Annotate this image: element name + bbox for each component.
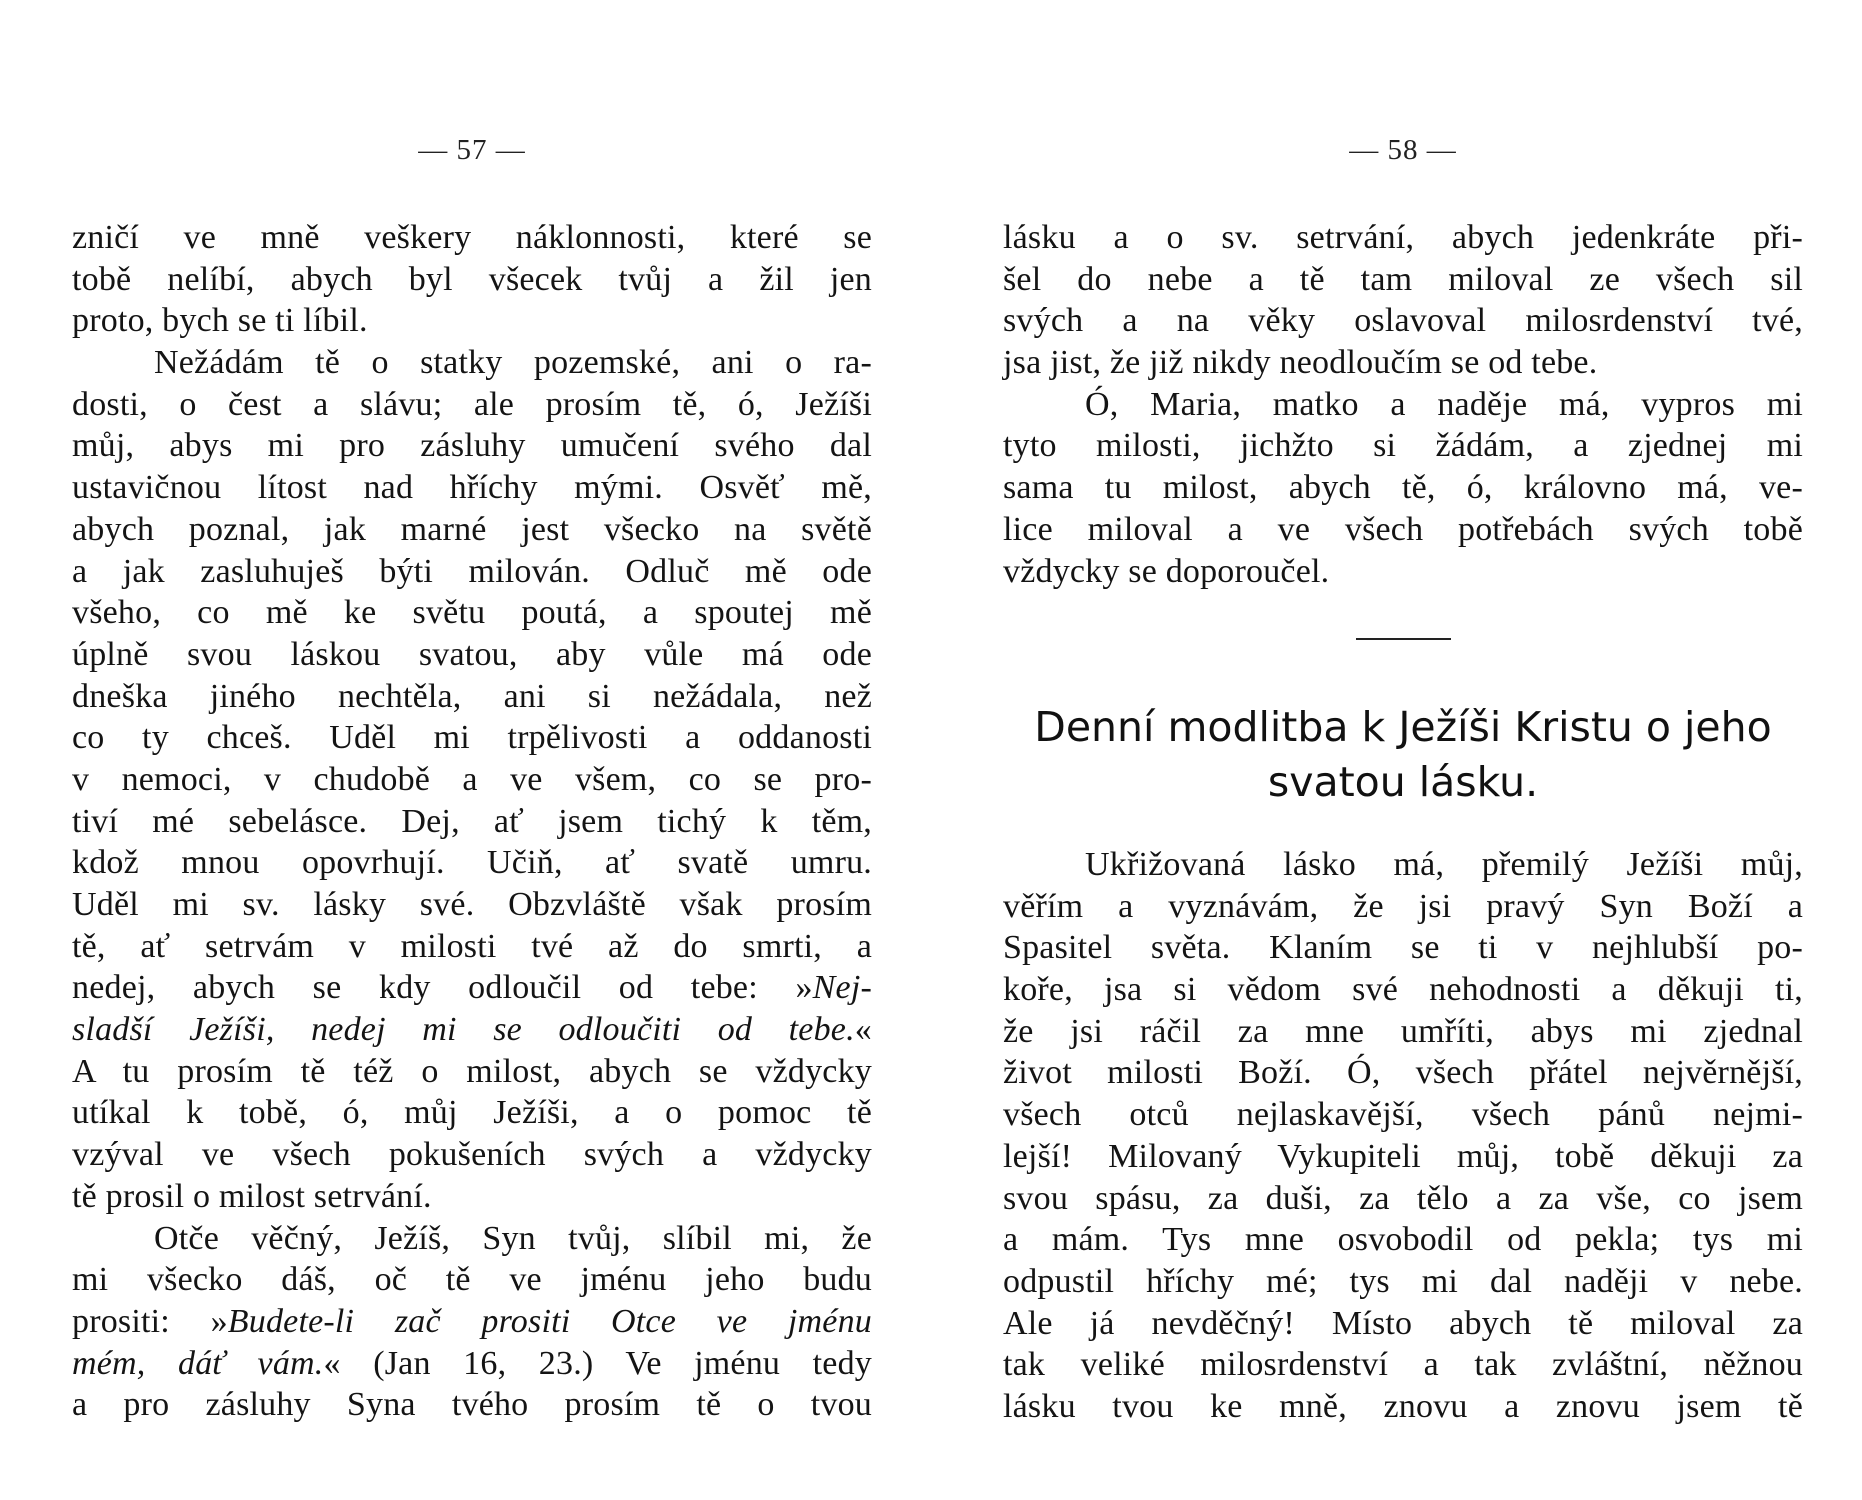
text-run: v nemoci, v chudobě a ve všem, co se pro- [72, 760, 872, 798]
text-run: abych poznal, jak marné jest všecko na světě [72, 510, 872, 548]
text-line [72, 300, 872, 342]
heading-line: svatou lásku. [1267, 758, 1539, 806]
text-run: všech otců nejlaskavější, všech pánů nejmi- [1003, 1096, 1803, 1134]
text-run: vzýval ve všech pokušeních svých a vždycky [72, 1136, 872, 1174]
text-run: co ty chceš. Uděl mi trpělivosti a oddanosti [72, 719, 872, 757]
text-line [72, 842, 872, 884]
text-line [1003, 844, 1803, 886]
text-run: zničí ve mně veškery náklonnosti, které se [72, 219, 872, 256]
text-run: úplně svou láskou svatou, aby vůle má ode [72, 635, 872, 673]
text-line [72, 1343, 872, 1385]
text-line [1003, 509, 1803, 551]
text-run: lásku tvou ke mně, znovu a znovu jsem tě [1003, 1387, 1803, 1425]
text-line [72, 551, 872, 593]
text-line [72, 676, 872, 718]
text-line [1003, 384, 1803, 426]
text-run: utíkal k tobě, ó, můj Ježíši, a o pomoc tě [72, 1094, 872, 1132]
italic-run: Budete-li zač prositi Otce ve jménu [227, 1302, 872, 1340]
text-line [72, 1176, 872, 1218]
text-line [72, 1009, 872, 1051]
heading-line: Denní modlitba k Ježíši Kristu o jeho [1034, 703, 1772, 751]
text-line [1003, 1303, 1803, 1345]
text-run: tiví mé sebelásce. Dej, ať jsem tichý k těm, [72, 802, 872, 840]
text-run: Uděl mi sv. lásky své. Obzvláště však prosím [72, 886, 872, 923]
text-line [72, 217, 872, 259]
text-line [72, 259, 872, 301]
text-run: odpustil hříchy mé; tys mi dal naději v nebe. [1003, 1262, 1803, 1300]
section-heading [1003, 700, 1803, 810]
text-run: věřím a vyznávám, že jsi pravý Syn Boží a [1003, 887, 1803, 925]
text-run: sama tu milost, abych tě, ó, královno má, ve- [1003, 469, 1803, 507]
text-line [1003, 551, 1803, 593]
text-line [1003, 1136, 1803, 1178]
text-run: « [854, 1011, 872, 1049]
text-run: mi všecko dáš, oč tě ve jménu jeho budu [72, 1261, 872, 1299]
text-run: tě prosil o milost setrvání. [72, 1177, 432, 1215]
text-run: Otče věčný, Ježíš, Syn tvůj, slíbil mi, že [154, 1219, 872, 1257]
text-run: Spasitel světa. Klaním se ti v nejhlubší po- [1003, 929, 1803, 967]
text-run: prositi: » [72, 1302, 228, 1340]
text-line [72, 717, 872, 759]
text-run: Ó, Maria, matko a naděje má, vypros mi [1085, 385, 1803, 423]
page-number: — 57 — [418, 134, 526, 166]
right-page-text-body [1003, 844, 1803, 1428]
text-run: a pro zásluhy Syna tvého prosím tě o tvou [72, 1386, 872, 1424]
text-run: a jak zasluhuješ býti milován. Odluč mě ode [72, 552, 872, 590]
text-run: dneška jiného nechtěla, ani si nežádala, než [72, 677, 872, 715]
italic-run: sladší Ježíši, nedej mi se odloučiti od tebe. [72, 1011, 855, 1049]
text-line [1003, 1011, 1803, 1053]
text-run: lejší! Milovaný Vykupiteli můj, tobě děkuji za [1003, 1137, 1803, 1175]
text-run: proto, bych se ti líbil. [72, 302, 368, 340]
text-line [72, 926, 872, 968]
text-run: všeho, co mě ke světu poutá, a spoutej mě [72, 594, 872, 632]
text-run: tobě nelíbí, abych byl všecek tvůj a žil jen [72, 260, 872, 298]
text-line [1003, 886, 1803, 928]
text-line [1003, 1052, 1803, 1094]
text-run: A tu prosím tě též o milost, abych se vždycky [72, 1052, 872, 1090]
text-line [72, 425, 872, 467]
text-run: ustavičnou lítost nad hříchy mými. Osvěť mě, [72, 469, 872, 507]
text-line [1003, 1094, 1803, 1136]
left-page-text [72, 217, 872, 1426]
text-run: kdož mnou opovrhují. Učiň, ať svatě umru. [72, 844, 872, 882]
text-line [72, 1259, 872, 1301]
text-line [1003, 1344, 1803, 1386]
section-divider [1356, 638, 1451, 640]
text-line [72, 884, 872, 926]
text-line [72, 1218, 872, 1260]
text-line [1003, 1219, 1803, 1261]
text-run: koře, jsa si vědom své nehodnosti a děkuji ti, [1003, 971, 1803, 1009]
text-run: lice miloval a ve všech potřebách svých tobě [1003, 510, 1803, 548]
text-run: svou spásu, za duši, za tělo a za vše, co jsem [1003, 1179, 1803, 1217]
text-line [72, 592, 872, 634]
text-line [1003, 425, 1803, 467]
text-run: Ukřižovaná lásko má, přemilý Ježíši můj, [1085, 846, 1803, 883]
text-line [1003, 1178, 1803, 1220]
text-run: svých a na věky oslavoval milosrdenství tvé, [1003, 302, 1803, 340]
text-line [1003, 342, 1803, 384]
text-run: Nežádám tě o statky pozemské, ani o ra- [154, 344, 872, 382]
text-run: můj, abys mi pro zásluhy umučení svého dal [72, 427, 872, 465]
text-run: nedej, abych se kdy odloučil od tebe: » [72, 969, 813, 1007]
text-run: šel do nebe a tě tam miloval ze všech sil [1003, 260, 1803, 298]
text-run: a mám. Tys mne osvobodil od pekla; tys mi [1003, 1221, 1803, 1259]
italic-run: mém, dáť vám. [72, 1344, 324, 1382]
text-line [1003, 1386, 1803, 1428]
text-line [72, 509, 872, 551]
text-line [1003, 300, 1803, 342]
right-page-text-top [1003, 217, 1803, 592]
text-line [72, 384, 872, 426]
text-line [72, 759, 872, 801]
text-run: tě, ať setrvám v milosti tvé až do smrti, a [72, 927, 872, 965]
text-line [1003, 217, 1803, 259]
text-run: Ale já nevděčný! Místo abych tě miloval za [1003, 1304, 1803, 1342]
text-run: že jsi ráčil za mne umříti, abys mi zjednal [1003, 1012, 1803, 1050]
text-run: život milosti Boží. Ó, všech přátel nejvěrnější, [1003, 1054, 1803, 1092]
text-line [72, 1092, 872, 1134]
text-line [1003, 1261, 1803, 1303]
text-run: tak veliké milosrdenství a tak zvláštní, něžnou [1003, 1346, 1803, 1384]
page-number: — 58 — [1349, 134, 1457, 166]
text-run: jsa jist, že již nikdy neodloučím se od tebe. [1003, 344, 1598, 382]
text-run: dosti, o čest a slávu; ale prosím tě, ó, Ježíši [72, 385, 872, 423]
text-line [72, 1301, 872, 1343]
text-line [72, 1384, 872, 1426]
text-run: « (Jan 16, 23.) Ve jménu tedy [323, 1344, 872, 1382]
italic-run: Nej- [812, 969, 872, 1007]
text-run: tyto milosti, jichžto si žádám, a zjednej mi [1003, 427, 1803, 465]
text-run: lásku a o sv. setrvání, abych jedenkráte při- [1003, 219, 1803, 256]
text-line [1003, 259, 1803, 301]
text-line [72, 634, 872, 676]
text-run: vždycky se doporoučel. [1003, 552, 1330, 590]
text-line [1003, 969, 1803, 1011]
text-line [1003, 467, 1803, 509]
text-line [72, 1051, 872, 1093]
text-line [72, 967, 872, 1009]
text-line [1003, 927, 1803, 969]
text-line [72, 342, 872, 384]
text-line [72, 1134, 872, 1176]
text-line [72, 467, 872, 509]
text-line [72, 801, 872, 843]
